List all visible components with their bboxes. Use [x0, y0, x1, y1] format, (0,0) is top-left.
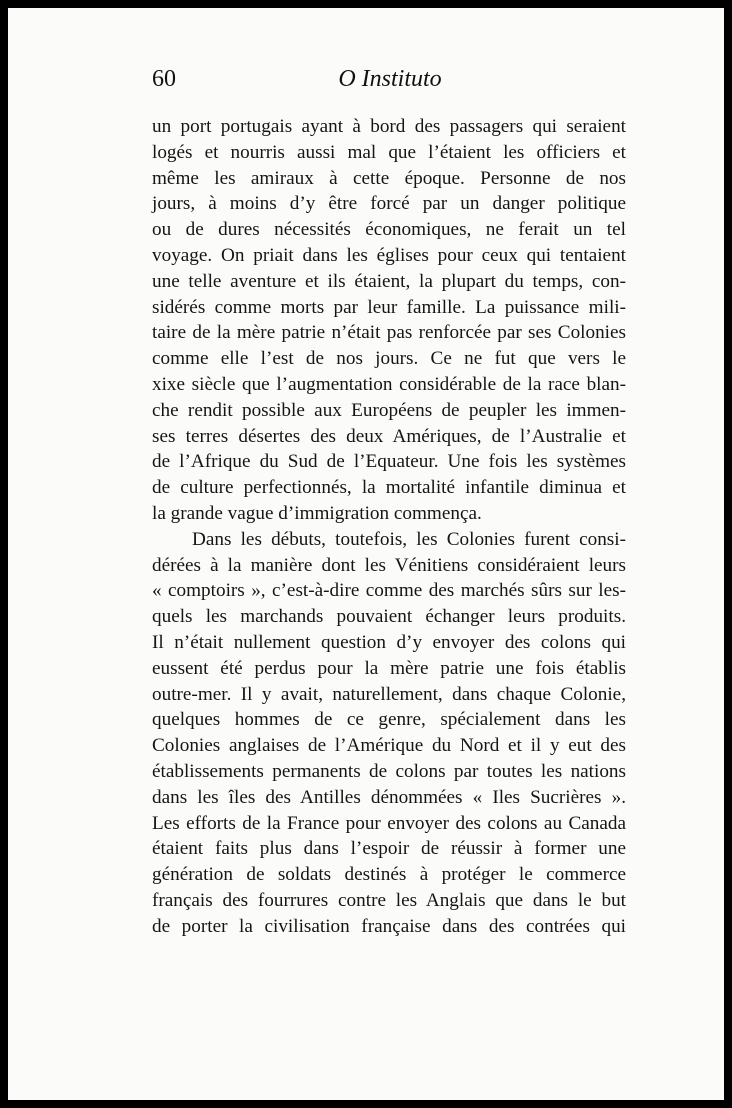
text-line: étaient faits plus dans l’espoir de réussir à former une: [152, 838, 626, 860]
text-line: de culture perfectionnés, la mortalité infantile diminua et: [152, 477, 626, 499]
text-line: Les efforts de la France pour envoyer des colons au Canada: [152, 812, 626, 834]
text-line: « comptoirs », c’est-à-dire comme des marchés sûrs sur les-: [152, 580, 626, 602]
text-line: che rendit possible aux Européens de peupler les immen-: [152, 399, 626, 421]
text-line: sidérés comme morts par leur famille. La puissance mili-: [152, 296, 626, 318]
page-header: [152, 66, 628, 102]
text-line: eussent été perdus pour la mère patrie une fois établis: [152, 657, 626, 679]
text-line: logés et nourris aussi mal que l’étaient les officiers et: [152, 141, 626, 163]
text-line: taire de la mère patrie n’était pas renforcée par ses Colonies: [152, 322, 626, 344]
text-line: de porter la civilisation française dans des contrées qui: [152, 915, 626, 937]
text-line: quelques hommes de ce genre, spécialement dans les: [152, 709, 626, 731]
body-text: [152, 114, 626, 940]
text-line: xixe siècle que l’augmentation considérable de la race blan-: [152, 373, 626, 395]
text-line: même les amiraux à cette époque. Personne de nos: [152, 167, 626, 189]
text-line: jours, à moins d’y être forcé par un danger politique: [152, 193, 626, 215]
text-line: un port portugais ayant à bord des passagers qui seraient: [152, 116, 626, 137]
text-line: de l’Afrique du Sud de l’Equateur. Une fois les systèmes: [152, 451, 626, 473]
text-line: ses terres désertes des deux Amériques, de l’Australie et: [152, 425, 626, 447]
running-title: O Instituto: [338, 66, 442, 92]
text-line: dérées à la manière dont les Vénitiens considéraient leurs: [152, 554, 626, 576]
text-line: comme elle l’est de nos jours. Ce ne fut que vers le: [152, 348, 626, 370]
text-line: voyage. On priait dans les églises pour ceux qui tentaient: [152, 244, 626, 266]
text-line: quels les marchands pouvaient échanger leurs produits.: [152, 606, 626, 628]
text-line: établissements permanents de colons par toutes les nations: [152, 760, 626, 782]
paragraph-first-line: Dans les débuts, toutefois, les Colonies furent consi-: [192, 528, 626, 550]
text-line: outre-mer. Il y avait, naturellement, dans chaque Colonie,: [152, 683, 626, 705]
text-line: français des fourrures contre les Anglais que dans le but: [152, 889, 626, 911]
paragraph-last-line: la grande vague d’immigration commença.: [152, 502, 482, 524]
text-line: ou de dures nécessités économiques, ne ferait un tel: [152, 219, 626, 241]
page-number: 60: [152, 66, 176, 92]
text-line: génération de soldats destinés à protéger le commerce: [152, 864, 626, 886]
text-line: une telle aventure et ils étaient, la plupart du temps, con-: [152, 270, 626, 292]
text-line: dans les îles des Antilles dénommées « Iles Sucrières ».: [152, 786, 626, 808]
text-line: Colonies anglaises de l’Amérique du Nord et il y eut des: [152, 735, 626, 757]
text-line: Il n’était nullement question d’y envoyer des colons qui: [152, 631, 626, 653]
